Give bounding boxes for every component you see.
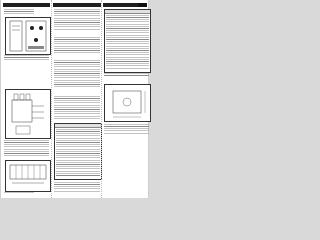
column-3	[101, 0, 150, 198]
col2-section1-text	[54, 37, 100, 53]
footer-text	[4, 192, 34, 194]
col3-spec-table	[104, 9, 151, 73]
column-1	[3, 0, 50, 198]
col2-bottom-text	[54, 182, 100, 192]
wiring-drawing	[6, 90, 50, 138]
col1-title	[3, 3, 50, 7]
col2-section2-text	[54, 60, 100, 88]
col2-section3-text	[54, 96, 100, 120]
column-2	[51, 0, 101, 198]
col1-diagram-caption	[4, 55, 49, 61]
col1-intro-text	[4, 9, 34, 15]
col2-table-body	[56, 129, 100, 177]
terminal-diagram	[5, 160, 51, 192]
col2-intro-text	[54, 9, 100, 31]
col3-table-note	[104, 73, 149, 77]
col3-table-header	[105, 10, 150, 14]
col2-title	[53, 3, 101, 7]
terminal-drawing	[6, 161, 50, 191]
dimension-drawing	[105, 85, 150, 121]
manual-sheet	[0, 0, 149, 198]
col3-body-text	[104, 124, 149, 134]
col1-body-text	[4, 140, 49, 156]
col2-spec-table	[54, 123, 102, 180]
wiring-diagram	[5, 89, 51, 139]
brand-logo	[138, 3, 147, 7]
device-drawing	[6, 18, 50, 54]
col3-table-body	[106, 15, 149, 70]
col3-title	[103, 3, 138, 7]
device-diagram	[5, 17, 51, 55]
col2-table-header	[55, 124, 101, 128]
dimension-diagram	[104, 84, 151, 122]
